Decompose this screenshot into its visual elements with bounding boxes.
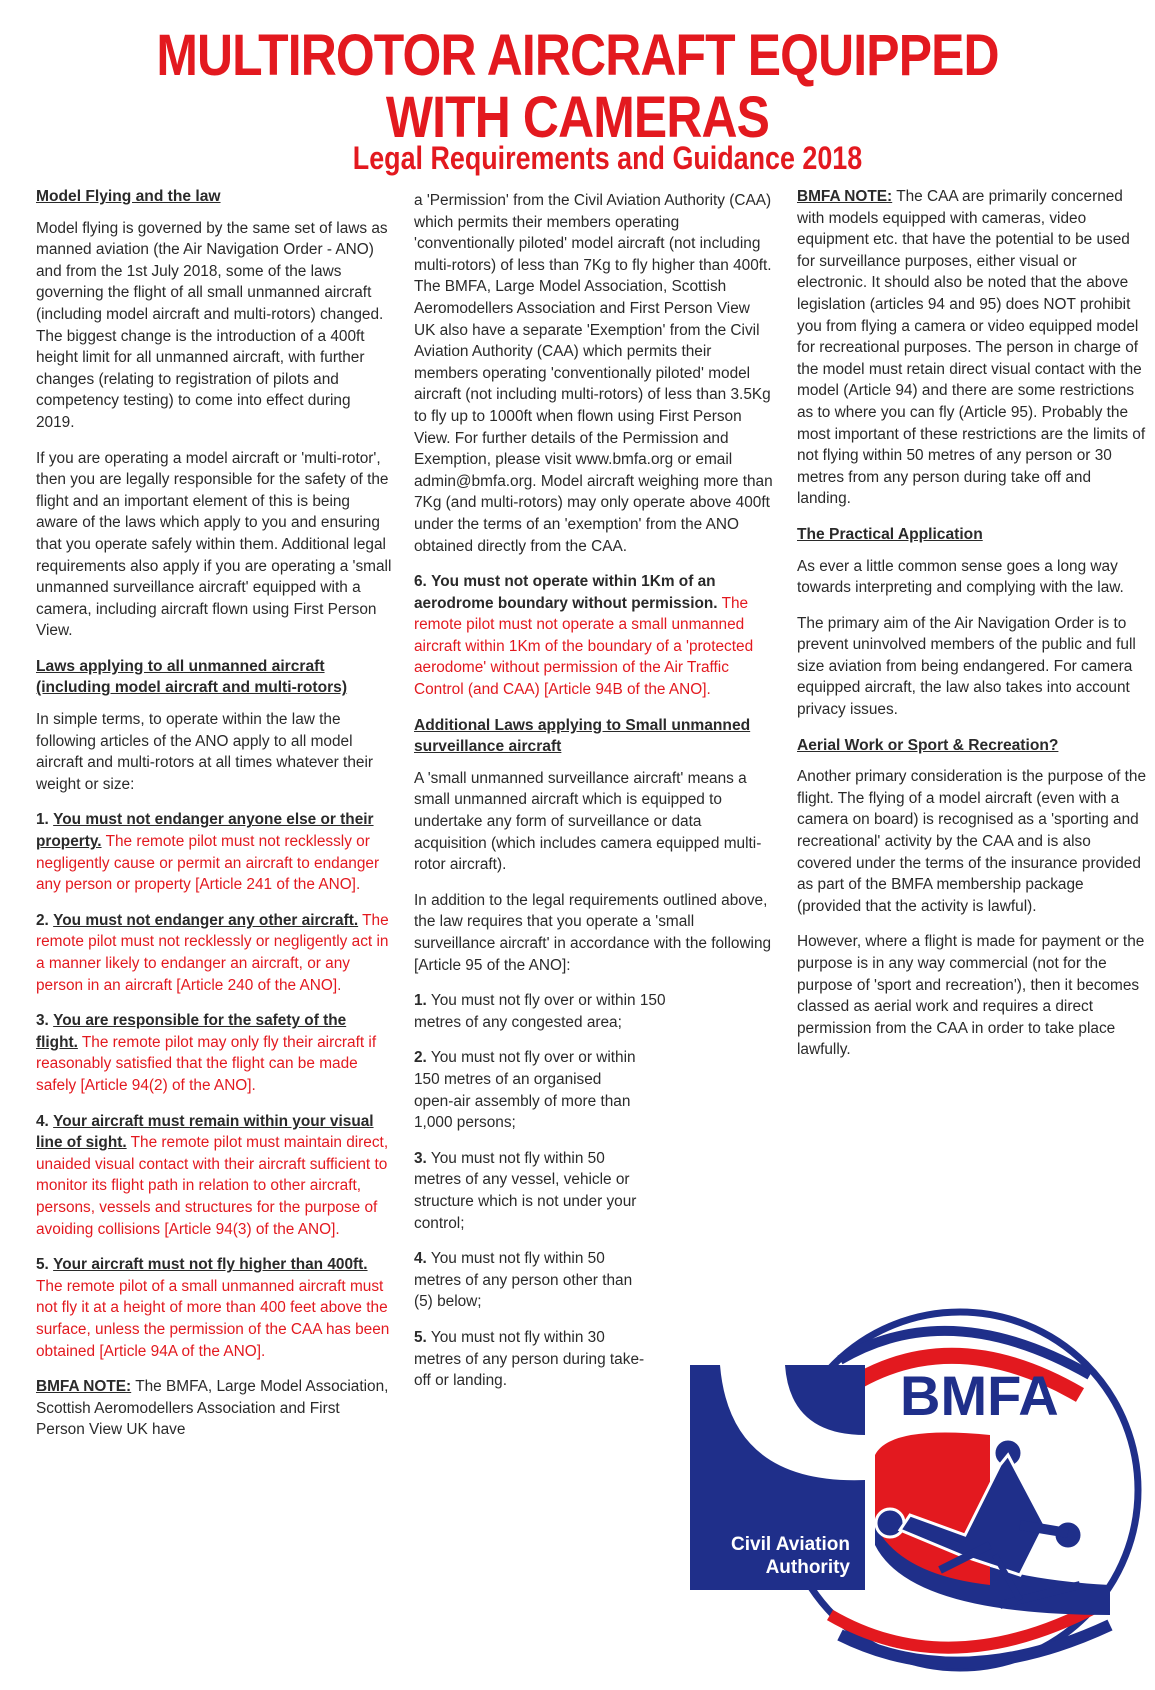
bmfa-note: BMFA NOTE: The CAA are primarily concerned with models equipped with cameras, video equipment etc. that have the potential to be used for surveillance purposes, either visual or electronic. It should also be noted that the above legislation (articles 94 and 95) does NOT prohibit you from flying a camera or video equipped model for recreational purposes. The person in charge of the model must retain direct visual contact with the model (Article 94) and there are some restrictions as to where you can fly (Article 95). Probably the most important of these restrictions are the limits of not flying within 50 metres of any person or 30 metres from any person during take off and landing. (797, 188, 1146, 508)
section-heading-practical: The Practical Application (797, 525, 983, 543)
paragraph: However, where a flight is made for payment or the purpose is in any way commercial (not for the purpose of 'sport and recreation'), then it becomes classed as aerial work and requires a direct permission from the CAA in order to take place lawfully. (797, 933, 1145, 1059)
list-item: 5. You must not fly within 30 metres of any person during take-off or landing. (414, 1328, 645, 1390)
rule-title: You must not operate within 1Km of an aerodrome boundary without permission. (414, 573, 718, 612)
rule-title: You are responsible for the safety of the flight. (36, 1012, 347, 1051)
bmfa-logo-icon (690, 1285, 1150, 1685)
column-2 (414, 190, 774, 1406)
rule-title: Your aircraft must remain within your visual line of sight. (36, 1112, 374, 1152)
bmfa-text: BMFA (900, 1364, 1059, 1427)
rule-item: 5. Your aircraft must not fly higher than 400ft. The remote pilot of a small unmanned aircraft must not fly it at a height of more than 400 feet above the surface, unless the permission of the CAA has been obtained [Article 94A of the ANO]. (36, 1256, 390, 1360)
paragraph: A 'small unmanned surveillance aircraft' means a small unmanned aircraft which is equipped to undertake any form of surveillance or data acquisition (which includes camera equipped multi-rotor aircraft). (414, 769, 762, 874)
paragraph: In simple terms, to operate within the law the following articles of the ANO apply to all model aircraft and multi-rotors at all times whatever their weight or size: (36, 711, 374, 793)
page-subtitle: Legal Requirements and Guidance 2018 (352, 140, 863, 176)
list-item: 3. You must not fly within 50 metres of any vessel, vehicle or structure which is not under your control; (414, 1149, 637, 1232)
column-1 (36, 186, 392, 1455)
rule-title: Your aircraft must not fly higher than 400ft. (53, 1256, 368, 1274)
paragraph: If you are operating a model aircraft or 'multi-rotor', then you are legally responsible for the safety of the flight and an important element of this is being aware of the laws which apply to you and ensuring that you operate safely within them. Additional legal requirements also apply if you are operating a 'small unmanned surveillance aircraft' equipped with a camera, including aircraft flown using First Person View. (36, 449, 392, 640)
section-heading-aerial-work: Aerial Work or Sport & Recreation? (797, 736, 1059, 754)
paragraph: The primary aim of the Air Navigation Order is to prevent uninvolved members of the public and full size aviation from being endangered. For camera equipped aircraft, the law also takes into account privacy issues. (797, 614, 1136, 719)
rule-item: 1. You must not endanger anyone else or their property. The remote pilot must not recklessly or negligently cause or permit an aircraft to endanger any person or property [Article 241 of the ANO]. (36, 811, 380, 894)
rule-text: The remote pilot must not recklessly or negligently act in a manner likely to endanger an aircraft, or any person in an aircraft [Article 240 of the ANO]. (36, 911, 389, 994)
section-heading-surveillance: Additional Laws applying to Small unmanned surveillance aircraft (414, 716, 751, 756)
list-item: 4. You must not fly within 50 metres of any person other than (5) below; (414, 1250, 633, 1311)
paragraph: a 'Permission' from the Civil Aviation Authority (CAA) which permits their members operating 'conventionally piloted' model aircraft (not including multi-rotors) of less than 7Kg to fly higher than 400ft. The BMFA, Large Model Association, Scottish Aeromodellers Association and First Person View UK also have a separate 'Exemption' from the Civil Aviation Authority (CAA) which permits their members operating 'conventionally piloted' model aircraft (not including multi-rotors) of less than 3.5Kg to fly up to 1000ft when flown using First Person View. For further details of the Permission and Exemption, please visit www.bmfa.org or email admin@bmfa.org. Model aircraft weighing more than 7Kg (and multi-rotors) may only operate above 400ft under the terms of an 'exemption' from the ANO obtained directly from the CAA. (414, 192, 773, 555)
section-heading-model-flying: Model Flying and the law (36, 188, 221, 205)
rule-title: You must not endanger anyone else or their property. (36, 811, 374, 851)
page-title-line2: WITH CAMERAS (385, 85, 770, 150)
note-label: BMFA NOTE: (797, 188, 893, 205)
rule-text: The remote pilot must not operate a small unmanned aircraft within 1Km of the boundary of a 'protected aerodome' without permission of the Air Traffic Control (and CAA) [Article 94B of the ANO]. (414, 594, 754, 699)
rule-text: The remote pilot must maintain direct, unaided visual contact with their aircraft sufficient to monitor its flight path in relation to other aircraft, persons, vessels and structures for the purpose of avoiding collisions [Article 94(3) of the ANO]. (36, 1134, 389, 1238)
column-3 (797, 186, 1147, 1075)
bmfa-caa-logo (690, 1285, 1150, 1685)
rule-item: 6. You must not operate within 1Km of an aerodrome boundary without permission. The remote pilot must not operate a small unmanned aircraft within 1Km of the boundary of a 'protected aerodome' without permission of the Air Traffic Control (and CAA) [Article 94B of the ANO]. (414, 573, 754, 699)
page-title-line1: MULTIROTOR AIRCRAFT EQUIPPED (156, 23, 999, 88)
rule-item: 3. You are responsible for the safety of the flight. The remote pilot may only fly their aircraft if reasonably satisfied that the flight can be made safely [Article 94(2) of the ANO]. (36, 1012, 377, 1094)
caa-text-line1: Civil Aviation (731, 1534, 850, 1555)
rule-text: The remote pilot must not recklessly or negligently cause or permit an aircraft to endanger any person or property [Article 241 of the ANO]. (36, 833, 380, 894)
section-heading-laws-all: Laws applying to all unmanned aircraft (including model aircraft and multi-rotors) (36, 657, 348, 697)
list-item: 1. You must not fly over or within 150 metres of any congested area; (414, 992, 666, 1031)
paragraph: As ever a little common sense goes a long way towards interpreting and complying with the law. (797, 557, 1124, 597)
note-label: BMFA NOTE: (36, 1378, 132, 1396)
paragraph: Model flying is governed by the same set of laws as manned aviation (the Air Navigation Order - ANO) and from the 1st July 2018, some of the laws governing the flight of all small unmanned aircraft (including model aircraft and multi-rotors) changed. The biggest change is the introduction of a 400ft height limit for all unmanned aircraft, with further changes (relating to registration of pilots and competency testing) to come into effect during 2019. (36, 219, 388, 431)
paragraph: Another primary consideration is the purpose of the flight. The flying of a model aircraft (even with a camera on board) is recognised as a 'sporting and recreational' activity by the CAA and is also covered under the terms of the insurance provided as part of the BMFA membership package (provided that the activity is lawful). (797, 768, 1147, 915)
caa-text-line2: Authority (765, 1557, 850, 1578)
list-item: 2. You must not fly over or within 150 metres of an organised open-air assembly of more than 1,000 persons; (414, 1049, 636, 1132)
rule-item: 4. Your aircraft must remain within your visual line of sight. The remote pilot must maintain direct, unaided visual contact with their aircraft sufficient to monitor its flight path in relation to other aircraft, persons, vessels and structures for the purpose of avoiding collisions [Article 94(3) of the ANO]. (36, 1112, 389, 1238)
bmfa-note: BMFA NOTE: The BMFA, Large Model Association, Scottish Aeromodellers Association and First Person View UK have (36, 1378, 389, 1439)
rule-item: 2. You must not endanger any other aircraft. The remote pilot must not recklessly or negligently act in a manner likely to endanger an aircraft, or any person in an aircraft [Article 240 of the ANO]. (36, 911, 389, 994)
paragraph: In addition to the legal requirements outlined above, the law requires that you operate a 'small surveillance aircraft' in accordance with the following [Article 95 of the ANO]: (414, 891, 772, 974)
rule-title: You must not endanger any other aircraft. (53, 911, 359, 929)
rule-text: The remote pilot may only fly their aircraft if reasonably satisfied that the flight can be made safely [Article 94(2) of the ANO]. (36, 1033, 377, 1094)
rule-text: The remote pilot of a small unmanned aircraft must not fly it at a height of more than 400 feet above the surface, unless the permission of the CAA has been obtained [Article 94A of the ANO]. (36, 1277, 390, 1360)
